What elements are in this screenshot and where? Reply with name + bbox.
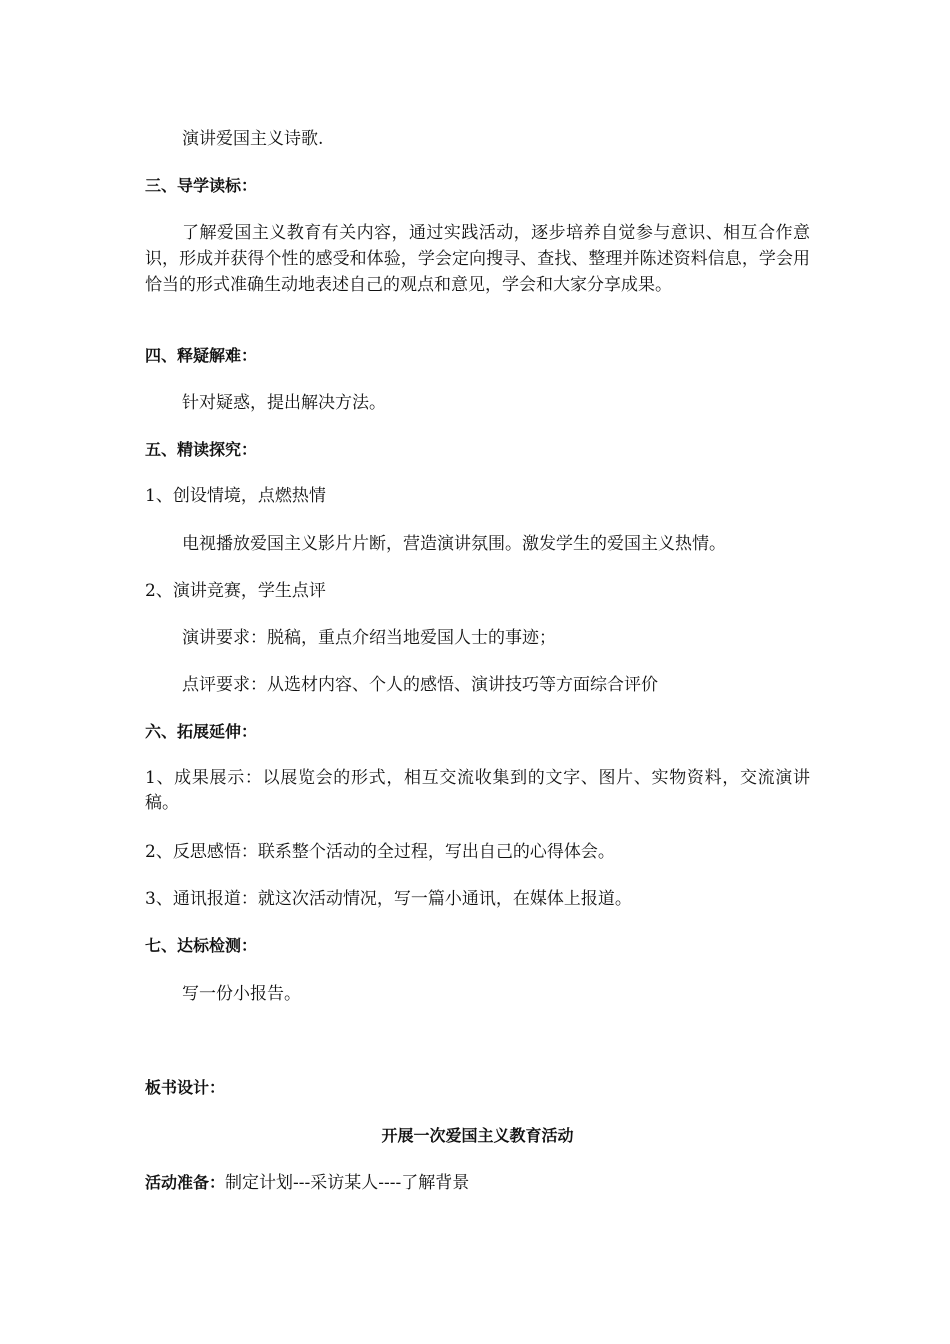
subsection-5-1-text: 电视播放爱国主义影片片断，营造演讲氛围。激发学生的爱国主义热情。: [182, 534, 726, 554]
subsection-5-1: 1、创设情境，点燃热情: [145, 486, 326, 506]
section-paragraph-4: 针对疑惑，提出解决方法。: [182, 393, 386, 413]
section-heading-5: 五、精读探究：: [145, 440, 258, 459]
activity-prep-label: 活动准备：: [145, 1173, 226, 1192]
review-requirements: 点评要求：从选材内容、个人的感悟、演讲技巧等方面综合评价: [182, 675, 658, 695]
extension-item-2: 2、反思感悟：联系整个活动的全过程，写出自己的心得体会。: [145, 842, 615, 862]
subsection-5-2: 2、演讲竞赛，学生点评: [145, 581, 326, 601]
extension-item-1: 1、成果展示：以展览会的形式，相互交流收集到的文字、图片、实物资料，交流演讲稿。: [145, 768, 810, 813]
board-design-label: 板书设计：: [145, 1078, 226, 1097]
activity-prep-text: 制定计划---采访某人----了解背景: [225, 1173, 470, 1193]
section-heading-4: 四、释疑解难：: [145, 346, 258, 365]
section-heading-6: 六、拓展延伸：: [145, 722, 258, 741]
speech-requirements: 演讲要求：脱稿，重点介绍当地爱国人士的事迹；: [182, 628, 556, 648]
board-design-title: 开展一次爱国主义教育活动: [381, 1126, 574, 1145]
section-heading-3: 三、导学读标：: [145, 176, 258, 195]
section-paragraph-7: 写一份小报告。: [182, 984, 301, 1004]
extension-item-3: 3、通讯报道：就这次活动情况，写一篇小通讯，在媒体上报道。: [145, 889, 632, 909]
section-heading-7: 七、达标检测：: [145, 936, 258, 955]
activity-prep-line: [145, 1171, 810, 1195]
poem-speech-line: 演讲爱国主义诗歌.: [182, 129, 324, 149]
section-paragraph-3: 了解爱国主义教育有关内容，通过实践活动，逐步培养自觉参与意识、相互合作意识，形成并获得个性的感受和体验，学会定向搜寻、查找、整理并陈述资料信息，学会用恰当的形式准确生动地表述自己的观点和意见，学会和大家分享成果。: [145, 223, 810, 295]
